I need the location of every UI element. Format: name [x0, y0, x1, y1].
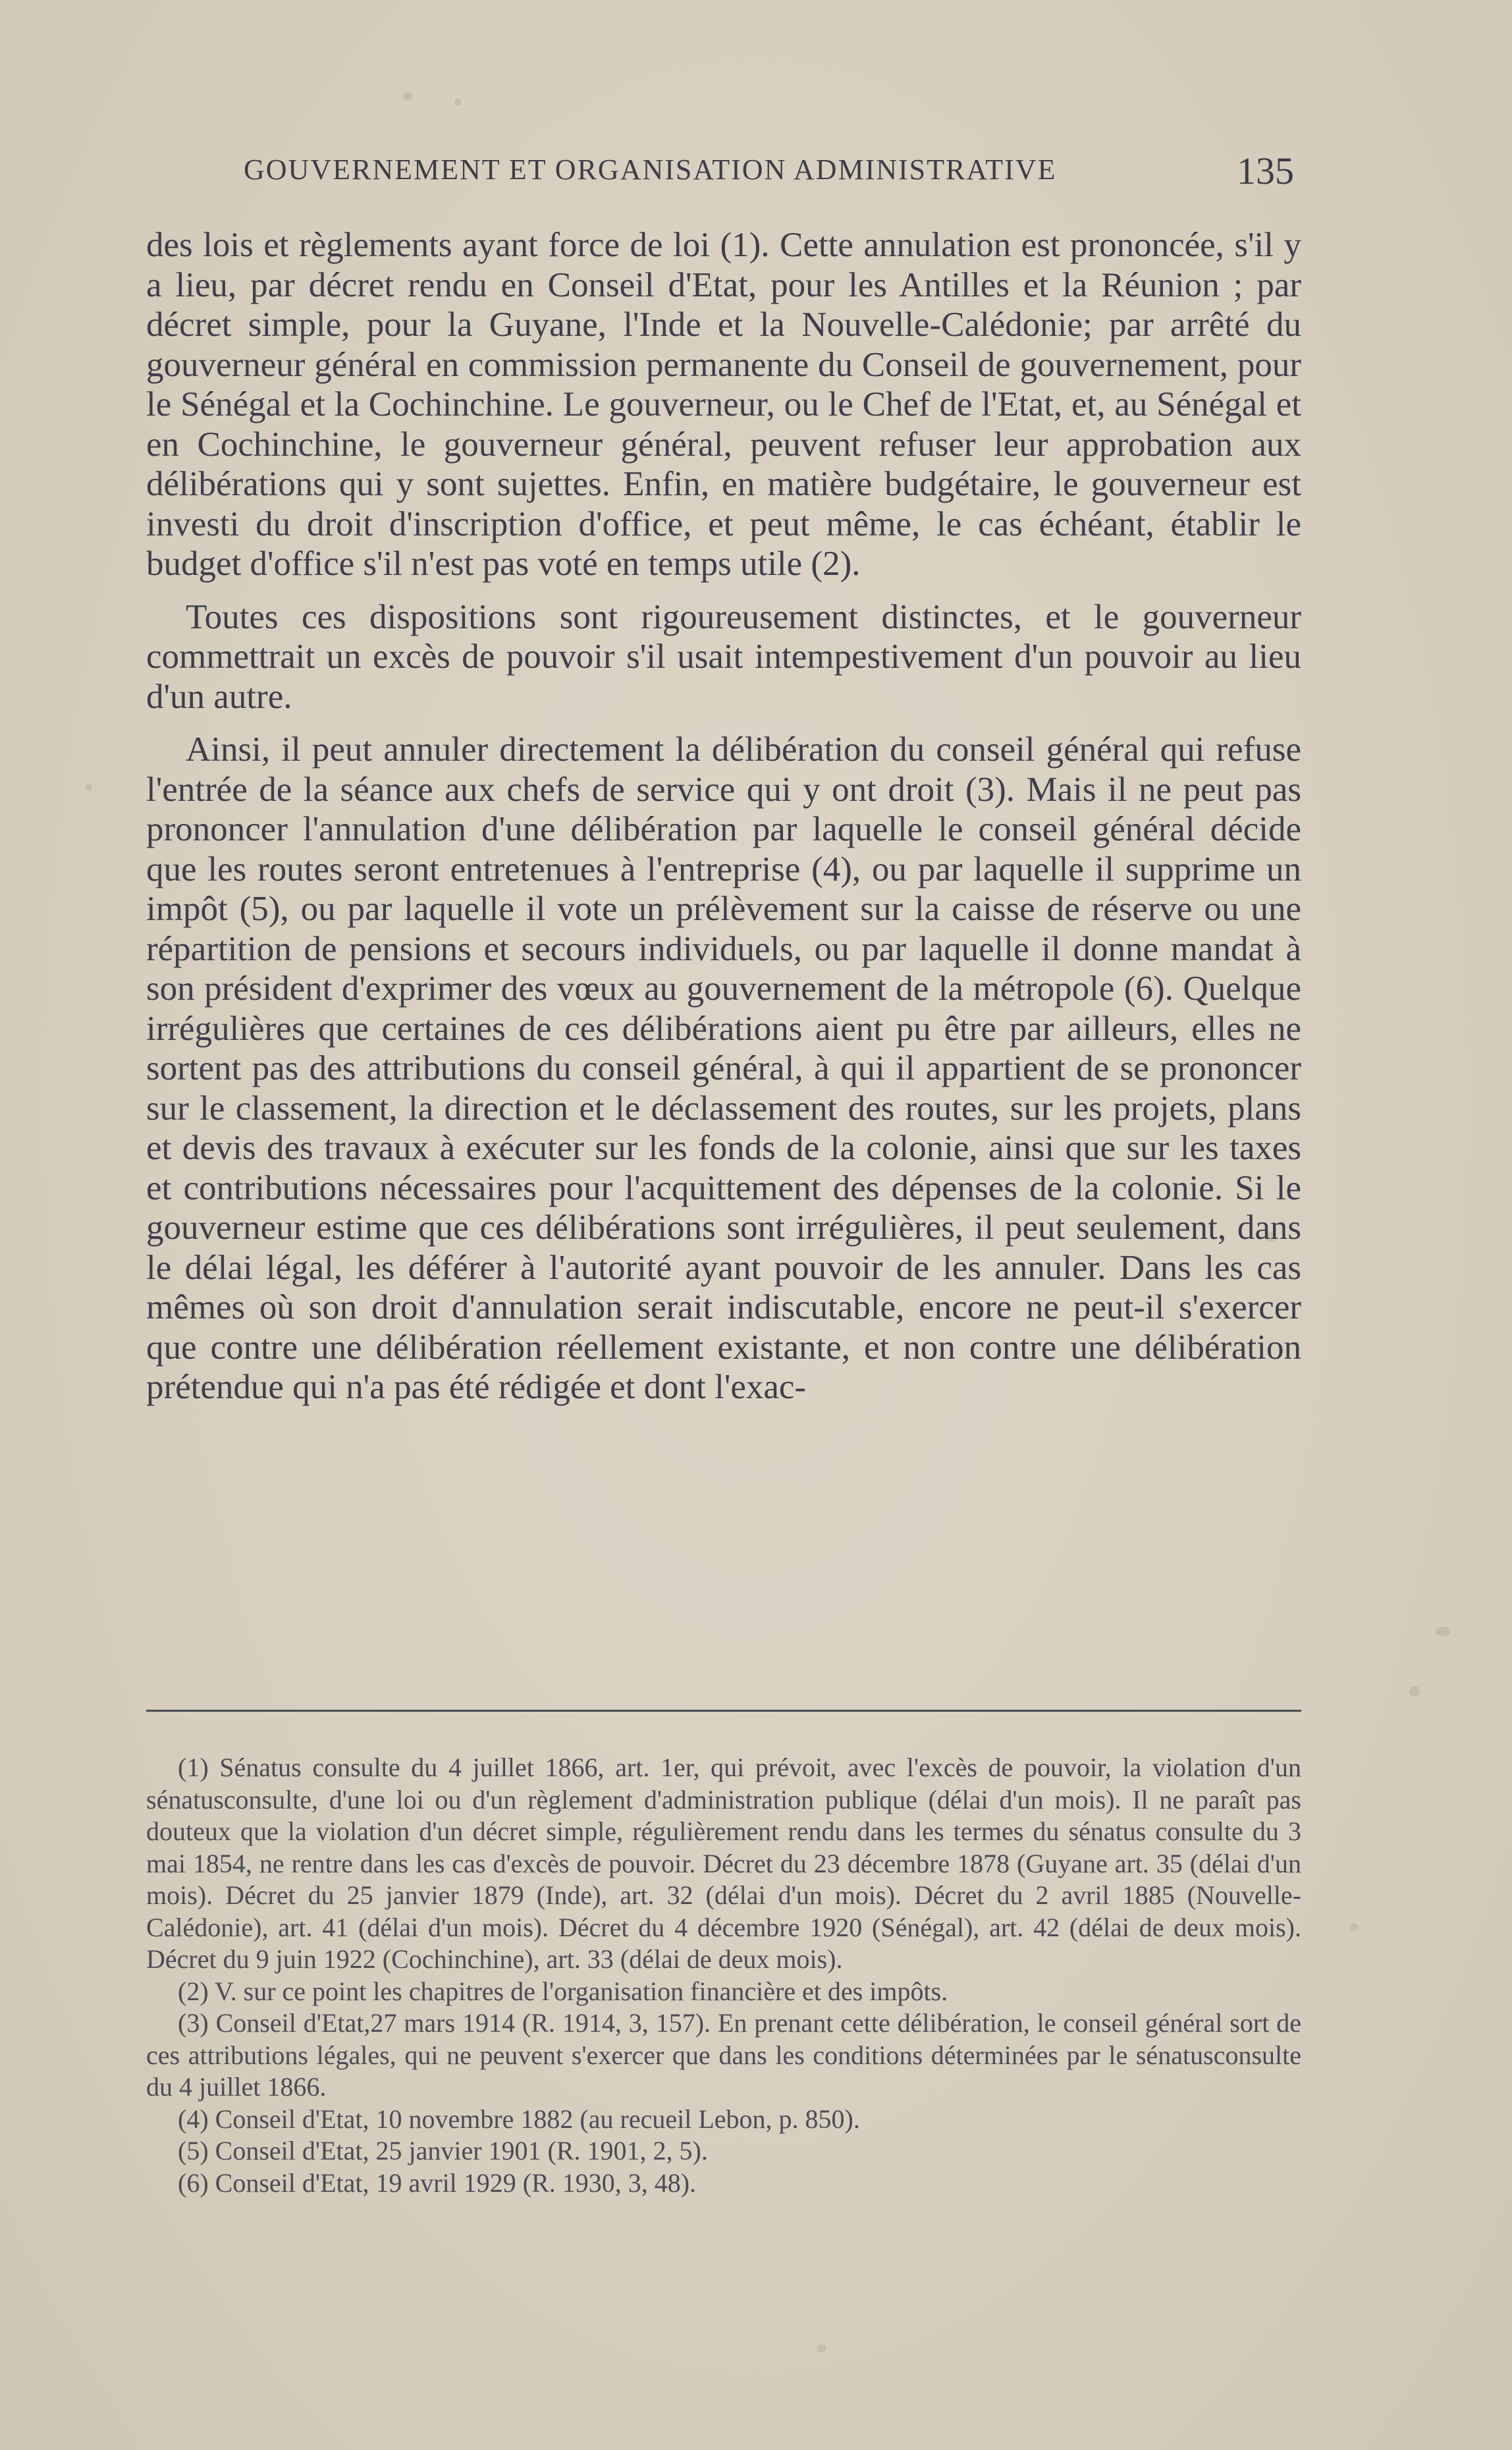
footnote-2: (2) V. sur ce point les chapitres de l'organisation financière et des impôts. [178, 1976, 948, 2006]
paragraph-2: Toutes ces dispositions sont rigoureusement distinctes, et le gouverneur commettrait un excès de pouvoir s'il usait intempestivement d'un pouvoir au lieu d'un autre. [146, 597, 1301, 716]
footnotes [146, 1752, 1301, 2199]
footnote-divider [146, 1710, 1301, 1712]
running-header: GOUVERNEMENT ET ORGANISATION ADMINISTRATIVE [244, 153, 1057, 186]
paper-speck [454, 99, 461, 105]
footnote-4: (4) Conseil d'Etat, 10 novembre 1882 (au recueil Lebon, p. 850). [178, 2104, 860, 2134]
paper-speck [817, 2345, 826, 2353]
paragraph-1: des lois et règlements ayant force de loi (1). Cette annulation est prononcée, s'il y a lieu, par décret rendu en Conseil d'Etat, pour les Antilles et la Réunion ; par décret simple, pour la Guyane, l'Inde et la Nouvelle-Calédonie; par arrêté du gouverneur général en commission permanente du Conseil de gouvernement, pour le Sénégal et la Cochinchine. Le gouverneur, ou le Chef de l'Etat, et, au Sénégal et en Cochinchine, le gouverneur général, peuvent refuser leur approbation aux délibérations qui y sont sujettes. Enfin, en matière budgétaire, le gouverneur est investi du droit d'inscription d'office, et peut même, le cas échéant, établir le budget d'office s'il n'est pas voté en temps utile (2). [146, 226, 1301, 583]
footnote-1: (1) Sénatus consulte du 4 juillet 1866, art. 1er, qui prévoit, avec l'excès de pouvoir, la violation d'un sénatusconsulte, d'une loi ou d'un règlement d'administration publique (délai d'un mois). Il ne paraît pas douteux que la violation d'un décret simple, régulièrement rendu dans les termes du sénatus consulte du 3 mai 1854, ne rentre dans les cas d'excès de pouvoir. Décret du 23 décembre 1878 (Guyane art. 35 (délai d'un mois). Décret du 25 janvier 1879 (Inde), art. 32 (délai d'un mois). Décret du 2 avril 1885 (Nouvelle-Calédonie), art. 41 (délai d'un mois). Décret du 4 décembre 1920 (Sénégal), art. 42 (délai de deux mois). Décret du 9 juin 1922 (Cochinchine), art. 33 (délai de deux mois). [146, 1753, 1301, 1974]
paper-speck [86, 784, 92, 790]
page-number: 135 [1237, 150, 1294, 192]
paragraph-3: Ainsi, il peut annuler directement la délibération du conseil général qui refuse l'entrée de la séance aux chefs de service qui y ont droit (3). Mais il ne peut pas prononcer l'annulation d'une délibération par laquelle le conseil général décide que les routes seront entretenues à l'entreprise (4), ou par laquelle il supprime un impôt (5), ou par laquelle il vote un prélèvement sur la caisse de réserve ou une répartition de pensions et secours individuels, ou par laquelle il donne mandat à son président d'exprimer des vœux au gouvernement de la métropole (6). Quelque irrégulières que certaines de ces délibérations aient pu être par ailleurs, elles ne sortent pas des attributions du conseil général, à qui il appartient de se prononcer sur le classement, la direction et le déclassement des routes, sur les projets, plans et devis des travaux à exécuter sur les fonds de la colonie, ainsi que sur les taxes et contributions nécessaires pour l'acquittement des dépenses de la colonie. Si le gouverneur estime que ces délibérations sont irrégulières, il peut seulement, dans le délai légal, les déférer à l'autorité ayant pouvoir de les annuler. Dans les cas mêmes où son droit d'annulation serait indiscutable, encore ne peut-il s'exercer que contre une délibération réellement existante, et non contre une délibération prétendue qui n'a pas été rédigée et dont l'exac- [146, 730, 1301, 1406]
paper-speck [1409, 1686, 1420, 1697]
footnote-6: (6) Conseil d'Etat, 19 avril 1929 (R. 1930, 3, 48). [178, 2167, 697, 2198]
footnote-3: (3) Conseil d'Etat,27 mars 1914 (R. 1914, 3, 157). En prenant cette délibération, le conseil général sort de ces attributions légales, qui ne peuvent s'exercer que dans les conditions déterminées par le sénatusconsulte du 4 juillet 1866. [146, 2008, 1301, 2102]
main-text [146, 225, 1301, 1421]
paper-speck [403, 92, 412, 100]
paper-speck [1436, 1627, 1450, 1636]
footnote-5: (5) Conseil d'Etat, 25 janvier 1901 (R. 1901, 2, 5). [178, 2136, 708, 2165]
paper-speck [1350, 1923, 1358, 1931]
